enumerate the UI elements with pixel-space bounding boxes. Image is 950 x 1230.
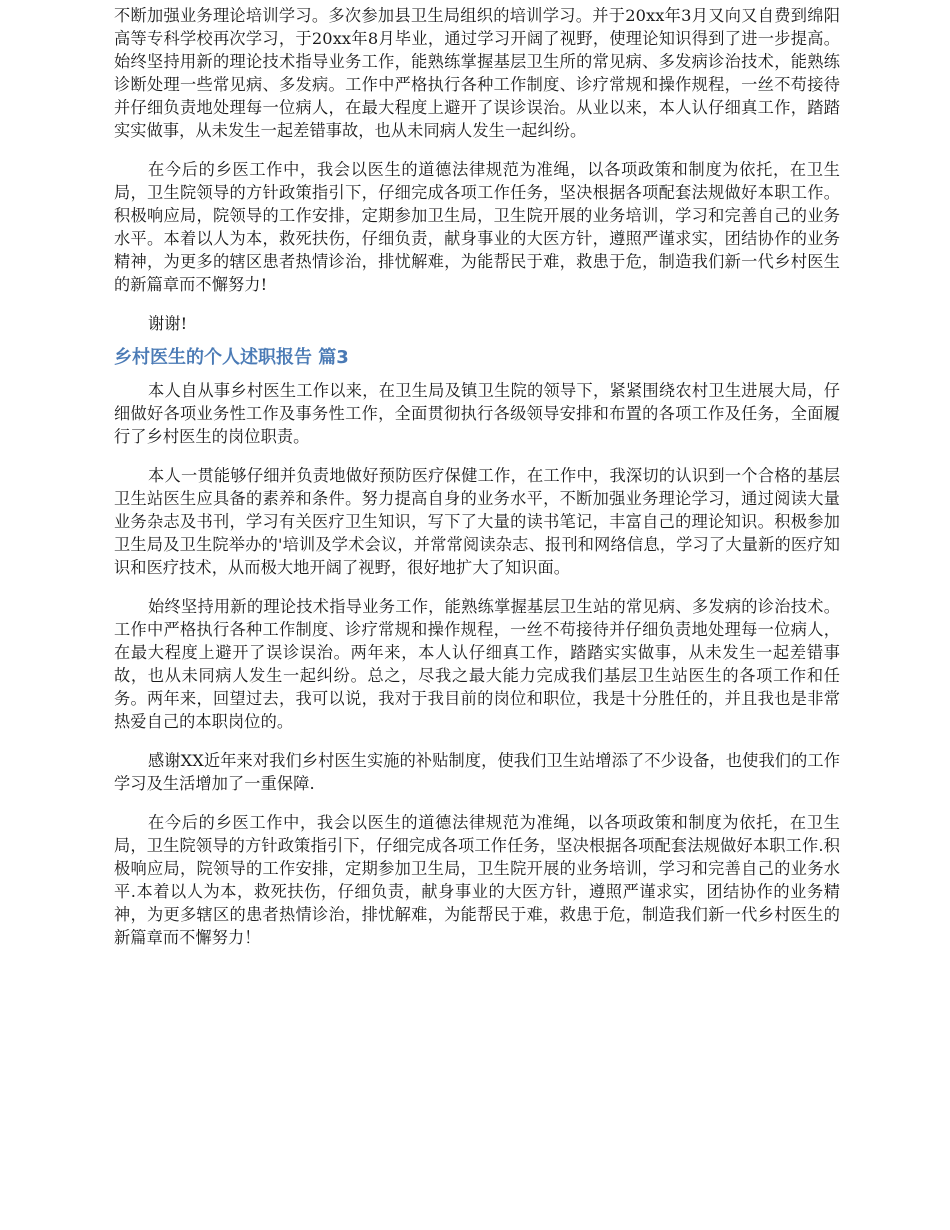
paragraph: 在今后的乡医工作中，我会以医生的道德法律规范为准绳，以各项政策和制度为依托，在卫生局，卫生院领导的方针政策指引下，仔细完成各项工作任务，坚决根据各项配套法规做好本职工作。积极响应局，院领导的工作安排，定期参加卫生局，卫生院开展的业务培训，学习和完善自己的业务水平。本着以人为本，救死扶伤，仔细负责，献身事业的大医方针，遵照严谨求实，团结协作的业务精神，为更多的辖区患者热情诊治，排忧解难，为能帮民于难，救患于危，制造我们新一代乡村医生的新篇章而不懈努力! [114, 160, 840, 294]
paragraph: 不断加强业务理论培训学习。多次参加县卫生局组织的培训学习。并于20xx年3月又向又自费到绵阳高等专科学校再次学习，于20xx年8月毕业，通过学习开阔了视野，使理论知识得到了进一步提高。始终坚持用新的理论技术指导业务工作，能熟练掌握基层卫生所的常见病、多发病诊治技术，能熟练诊断处理一些常见病、多发病。工作中严格执行各种工作制度、诊疗常规和操作规程，一丝不苟接待并仔细负责地处理每一位病人，在最大程度上避开了误诊误治。从业以来，本人认仔细真工作，踏踏实实做事，从未发生一起差错事故，也从未同病人发生一起纠纷。 [114, 6, 840, 140]
paragraph: 在今后的乡医工作中，我会以医生的道德法律规范为准绳，以各项政策和制度为依托，在卫生局，卫生院领导的方针政策指引下，仔细完成各项工作任务，坚决根据各项配套法规做好本职工作.积极响应局，院领导的工作安排，定期参加卫生局，卫生院开展的业务培训，学习和完善自己的业务水平.本着以人为本，救死扶伤，仔细负责，献身事业的大医方针，遵照严谨求实，团结协作的业务精神，为更多辖区的患者热情诊治，排忧解难，为能帮民于难，救患于危，制造我们新一代乡村医生的新篇章而不懈努力！ [114, 813, 840, 947]
closing-thanks: 谢谢! [148, 314, 188, 333]
section-heading: 乡村医生的个人述职报告 篇3 [114, 347, 349, 368]
paragraph: 始终坚持用新的理论技术指导业务工作，能熟练掌握基层卫生站的常见病、多发病的诊治技术。工作中严格执行各种工作制度、诊疗常规和操作规程，一丝不苟接待并仔细负责地处理每一位病人，在最大程度上避开了误诊误治。两年来，本人认仔细真工作，踏踏实实做事，从未发生一起差错事故，也从未同病人发生一起纠纷。总之，尽我之最大能力完成我们基层卫生站医生的各项工作和任务。两年来，回望过去，我可以说，我对于我目前的岗位和职位，我是十分胜任的，并且我也是非常热爱自己的本职岗位的。 [114, 597, 840, 731]
document-page [114, 4, 840, 965]
paragraph: 本人一贯能够仔细并负责地做好预防医疗保健工作，在工作中，我深切的认识到一个合格的基层卫生站医生应具备的素养和条件。努力提高自身的业务水平，不断加强业务理论学习，通过阅读大量业务杂志及书刊，学习有关医疗卫生知识，写下了大量的读书笔记，丰富自己的理论知识。积极参加卫生局及卫生院举办的'培训及学术会议，并常常阅读杂志、报刊和网络信息，学习了大量新的医疗知识和医疗技术，从而极大地开阔了视野，很好地扩大了知识面。 [114, 466, 840, 577]
paragraph: 感谢XX近年来对我们乡村医生实施的补贴制度，使我们卫生站增添了不少设备，也使我们的工作学习及生活增加了一重保障. [114, 751, 840, 793]
paragraph: 本人自从事乡村医生工作以来，在卫生局及镇卫生院的领导下，紧紧围绕农村卫生进展大局，仔细做好各项业务性工作及事务性工作，全面贯彻执行各级领导安排和布置的各项工作及任务，全面履行了乡村医生的岗位职责。 [114, 381, 840, 446]
